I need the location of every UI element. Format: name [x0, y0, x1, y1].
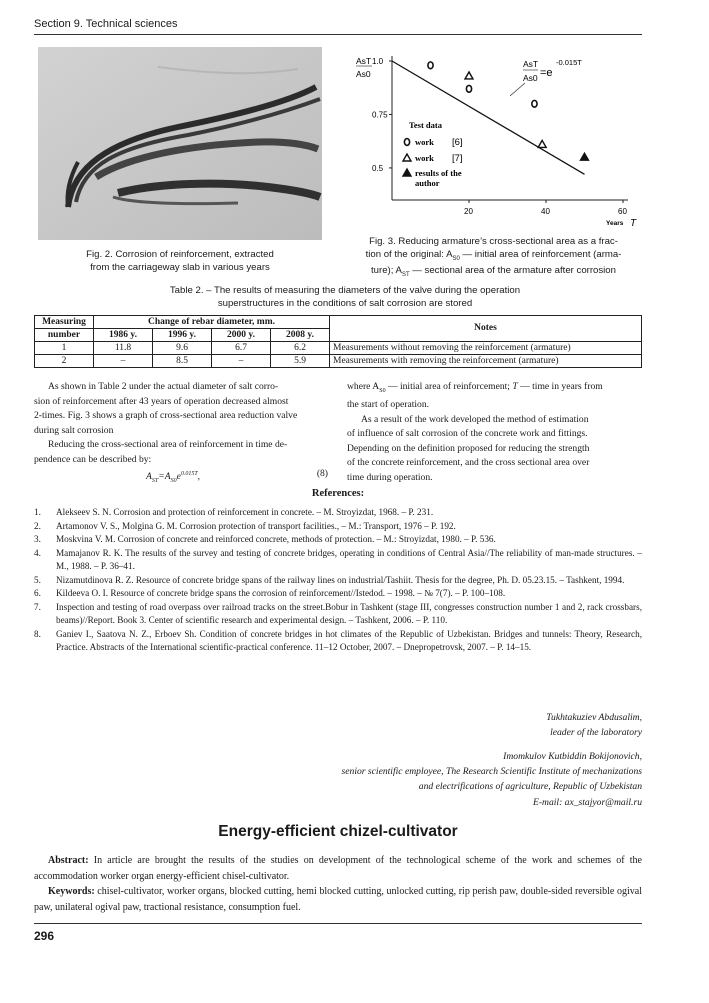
table-row: 2 – 8.5 – 5.9 Measurements with removing the reinforcement (armature) — [35, 355, 642, 368]
x-tick-label: 20 — [464, 207, 473, 216]
legend-marker — [403, 169, 411, 176]
th-measuring: Measuring — [35, 316, 94, 329]
right-column: where $A_{S0}$ — initial area of reinforcement; T — time in years from the start of operation. As a result of the work developed the method of estimation of influence of salt corrosion of the concrete work and fittings. Depending on the definition proposed for reducing the strength of the concrete reinforcement, and the cross sectional area over time during operation. — [347, 381, 603, 483]
legend-label: results of the author — [415, 168, 462, 188]
y-tick-label: 0.75 — [372, 110, 388, 120]
page-number: 296 — [34, 923, 642, 943]
formula-rhs: =e — [540, 67, 553, 79]
list-item: 8. Ganiev I., Saatova N. Z., Erboev Sh. Condition of concrete bridges in hot climates of the Republic of Uzbekistan. Bridges and tunnels: Theory, Research, Practice. Abstracts of the International scientific-practical conference. 11–12 October, 2007. – Dnepropetrovsk, 2007. – P. 14–15. — [34, 628, 642, 652]
th-number: number — [35, 329, 94, 342]
results-table — [34, 315, 642, 368]
x-axis-var: T — [630, 218, 637, 229]
author-block-1: Tukhtakuziev Abdusalim, leader of the laboratory — [546, 712, 642, 739]
x-tick-label: 40 — [541, 207, 550, 216]
th-year: 1986 y. — [94, 329, 153, 342]
list-item: 1. Alekseev S. N. Corrosion and protection of reinforcement in concrete. – M. Stroyizdat, 1968. – P. 231. — [34, 507, 434, 517]
author-block-2: Imomkulov Kutbiddin Bokijonovich, senior scientific employee, The Research Scientific Institute of mechanizations and electrifications of agriculture, Republic of Uzbekistan E-mail: ax_stajyor@mail.ru — [341, 751, 642, 808]
ylabel-den: As0 — [356, 69, 371, 79]
ylabel-num: AsT — [356, 56, 372, 66]
legend-label: work — [415, 137, 434, 147]
data-point — [428, 62, 433, 69]
th-year: 1996 y. — [153, 329, 212, 342]
fig3-chart — [345, 50, 640, 235]
x-axis-label: Years — [606, 220, 624, 227]
corrosion-photo — [38, 47, 322, 240]
data-point — [532, 100, 537, 107]
list-item: 7. Inspection and testing of road overpass over railroad tracks on the street.Bobur in Tashkent (stage III, congresses construction number 1 and 2, rack crossbars, beams)//Report. Book 3. Center of scientific research and experimental design. – Tashkent, 2006. – P. 110. — [34, 601, 642, 625]
legend-marker — [403, 154, 411, 161]
left-column: As shown in Table 2 under the actual diameter of salt corro- sion of reinforcement after 43 years of operation decreased almost 2-times. Fig. 3 shows a graph of cross-sectional area reduction valve during salt corrosion Reducing the cross-sectional area of reinforcement in time de- pendence can be described by: $A_{ST}=A_{S0}e^{0.015T}$, (8) — [34, 381, 328, 485]
formula-num: AsT — [523, 59, 539, 69]
list-item: 4. Mamajanov R. K. The results of the survey and testing of concrete bridges, operating in conditions of Central Asia//The reliability of man-made structures. – M., 1988. – P. 36–41. — [34, 547, 642, 571]
list-item: 5. Nizamutdinova R. Z. Resource of concrete bridge spans of the railway lines on industrial/Tashiit. Thesis for the degree, Ph. D. 05.23.15. – Tashkent, 1994. — [34, 574, 625, 585]
abstract: Abstract: In article are brought the results of the studies on development of the technological scheme of the work and schemes of the accommodation worker organ energy-efficient chisel-cultivator. Keywords: chisel-cultivator, worker organs, blocked cutting, hemi blocked cutting, unlocked cutting, rip perish paw, double-sided reversible ogival paw, unilateral ogival paw, tractional resistance, consumption fuel. — [34, 855, 642, 913]
table-row: 1 11.8 9.6 6.7 6.2 Measurements without removing the reinforcement (armature) — [35, 342, 642, 355]
references-list — [34, 506, 642, 655]
data-point — [581, 153, 589, 160]
y-tick-label: 1.0 — [372, 57, 384, 66]
legend-label: work — [415, 153, 434, 163]
th-year: 2000 y. — [212, 329, 271, 342]
running-header: Section 9. Technical sciences — [34, 18, 642, 35]
legend-marker — [404, 139, 409, 146]
legend-title: Test data — [409, 120, 442, 130]
data-point — [538, 140, 546, 147]
data-point — [465, 72, 473, 79]
table-caption: Table 2. – The results of measuring the diameters of the valve during the operation superstructures in the conditions of salt corrosion are stored — [169, 285, 521, 309]
list-item: 2. Artamonov V. S., Molgina G. M. Corrosion protection of transport facilities., – M.: Transport, 1976 – P. 192. — [34, 520, 456, 531]
legend-ref: [6] — [452, 137, 463, 148]
formula-den: As0 — [523, 73, 538, 83]
list-item: 6. Kildeeva O. I. Resource of concrete bridge spans the corrosion of reinforcement//Istedod. – 1998. – № 7(7). – P. 100–108. — [34, 588, 506, 598]
y-tick-label: 0.5 — [372, 163, 384, 173]
equation: $A_{ST}=A_{S0}e^{0.015T}$, (8) — [146, 468, 328, 485]
list-item: 3. Moskvina V. M. Corrosion of concrete and reinforced concrete, methods of protection. – M.: Stroyizdat, 1980. – P. 536. — [34, 534, 496, 544]
th-notes: Notes — [330, 316, 642, 342]
fig3-caption: Fig. 3. Reducing armature’s cross-sectional area as a frac- tion of the original: $A_{S0}$ — initial area of reinforcement (arma- ture); $A_{ST}$ — sectional area of the armature after corrosion — [365, 236, 622, 278]
references-heading: References: — [311, 488, 365, 499]
article-title: Energy-efficient chizel-cultivator — [218, 823, 458, 840]
fig2-caption: Fig. 2. Corrosion of reinforcement, extracted from the carriageway slab in various years — [86, 249, 274, 273]
th-change: Change of rebar diameter, mm. — [94, 316, 330, 329]
th-year: 2008 y. — [271, 329, 330, 342]
formula-exp: -0.015T — [556, 58, 582, 67]
data-point — [466, 85, 471, 92]
legend-ref: [7] — [452, 153, 463, 164]
x-tick-label: 60 — [618, 207, 627, 216]
